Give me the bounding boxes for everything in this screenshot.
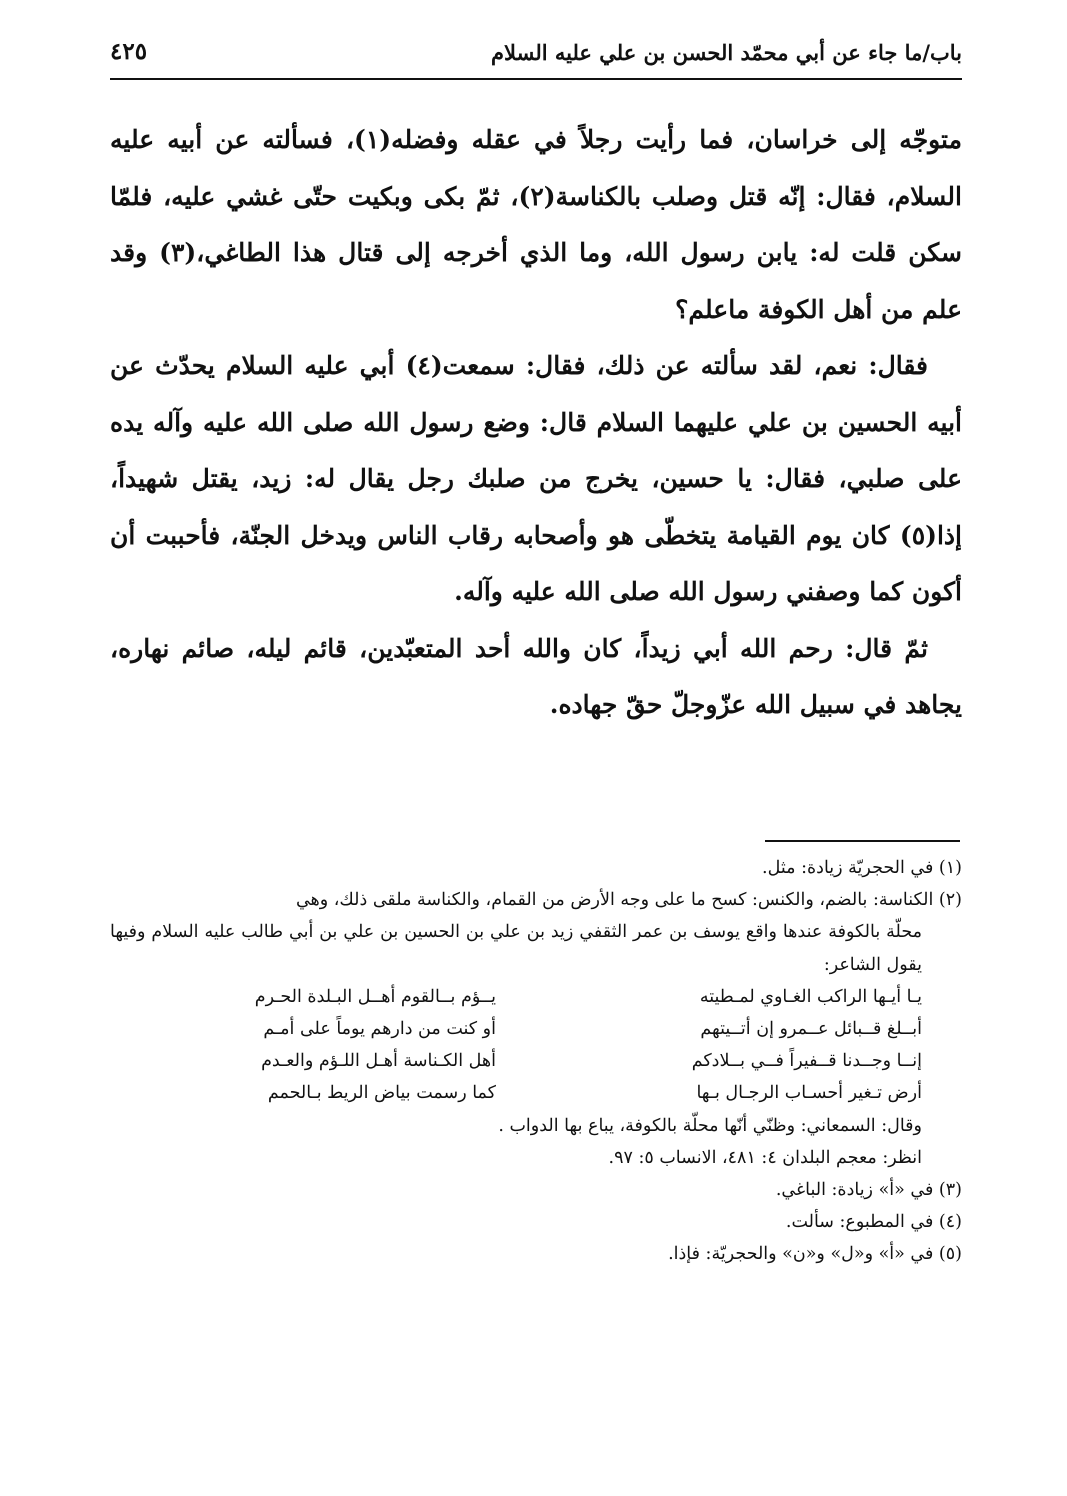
footnote-5: (٥) في «أ» و«ل» و«ن» والحجريّة: فإذا. [668,1244,962,1265]
running-header [110,36,962,74]
poem-verse [110,1045,962,1077]
paragraph-2: فقال: نعم، لقد سألته عن ذلك، فقال: سمعت(٤) أبي عليه السلام يحدّث عن أبيه الحسين بن علي عليهما السلام قال: وضع رسول الله صلى الله عليه وآله يده على صلبي، فقال: يا حسين، يخرج من صلبك رجل يقال له: زيد، يقتل شهيداً، إذا(٥) كان يوم القيامة يتخطّى هو وأصحابه رقاب الناس ويدخل الجنّة، فأحببت أن أكون كما وصفني رسول الله صلى الله عليه وآله. [110,351,962,606]
verse-hemistich: أرض تـغير أحسـاب الرجـال بـها [696,1083,922,1104]
poem-verse [110,1077,962,1109]
verse-hemistich: أو كنت من دارهم يوماً على أمـم [263,1019,496,1040]
verse-hemistich: أهل الكـناسة أهـل اللـؤم والعـدم [261,1051,496,1072]
poem-verse [110,981,962,1013]
header-divider [110,78,962,80]
footnote-divider [765,840,960,842]
footnote-1: (١) في الحجريّة زيادة: مثل. [762,858,962,878]
paragraph-3: ثمّ قال: رحم الله أبي زيداً، كان والله أحد المتعبّدين، قائم ليله، صائم نهاره، يجاهد في سبيل الله عزّوجلّ حقّ جهاده. [110,633,962,719]
verse-hemistich: أبــلغ قــبائل عــمرو إن أتــيتهم [700,1019,922,1040]
verse-hemistich: إنــا وجــدنا قــفيراً فــي بــلادكم [691,1051,922,1072]
chapter-title: باب/ما جاء عن أبي محمّد الحسن بن علي عليه السلام [491,40,962,65]
footnote-2: (٢) الكناسة: بالضم، والكنس: كسح ما على وجه الأرض من القمام، والكناسة ملقى ذلك، وهي [295,890,962,911]
verse-hemistich: يـا أيـها الراكب الغـاوي لمـطيته [699,986,922,1007]
footnote-2-reference: انظر: معجم البلدان ٤: ٤٨١، الانساب ٥: ٩٧. [608,1147,922,1168]
footnote-2-continued: محلّة بالكوفة عندها واقع يوسف بن عمر الثقفي زيد بن علي بن الحسين بن علي بن أبي طالب عليه السلام وفيها يقول الشاعر: [110,922,922,975]
footnotes [110,852,962,1271]
footnote-4: (٤) في المطبوع: سألت. [785,1212,962,1233]
footnote-2-source-note: وقال: السمعاني: وظنّي أنّها محلّة بالكوفة، يباع بها الدواب . [498,1115,922,1136]
main-text [110,112,962,734]
paragraph-1: متوجّه إلى خراسان، فما رأيت رجلاً في عقله وفضله(١)، فسألته عن أبيه عليه السلام، فقال: إنّه قتل وصلب بالكناسة(٢)، ثمّ بكى وبكيت حتّى غشي عليه، فلمّا سكن قلت له: يابن رسول الله، وما الذي أخرجه إلى قتال هذا الطاغي،(٣) وقد علم من أهل الكوفة ماعلم؟ [110,125,962,324]
verse-hemistich: كما رسمت بياض الريط بـالحمم [267,1083,496,1104]
poem-verse [110,1013,962,1045]
footnote-3: (٣) في «أ» زيادة: الباغي. [775,1180,962,1201]
verse-hemistich: يــؤم بــالقوم أهــل البـلدة الحـرم [254,986,496,1007]
page-number: ٤٢٥ [110,38,148,65]
